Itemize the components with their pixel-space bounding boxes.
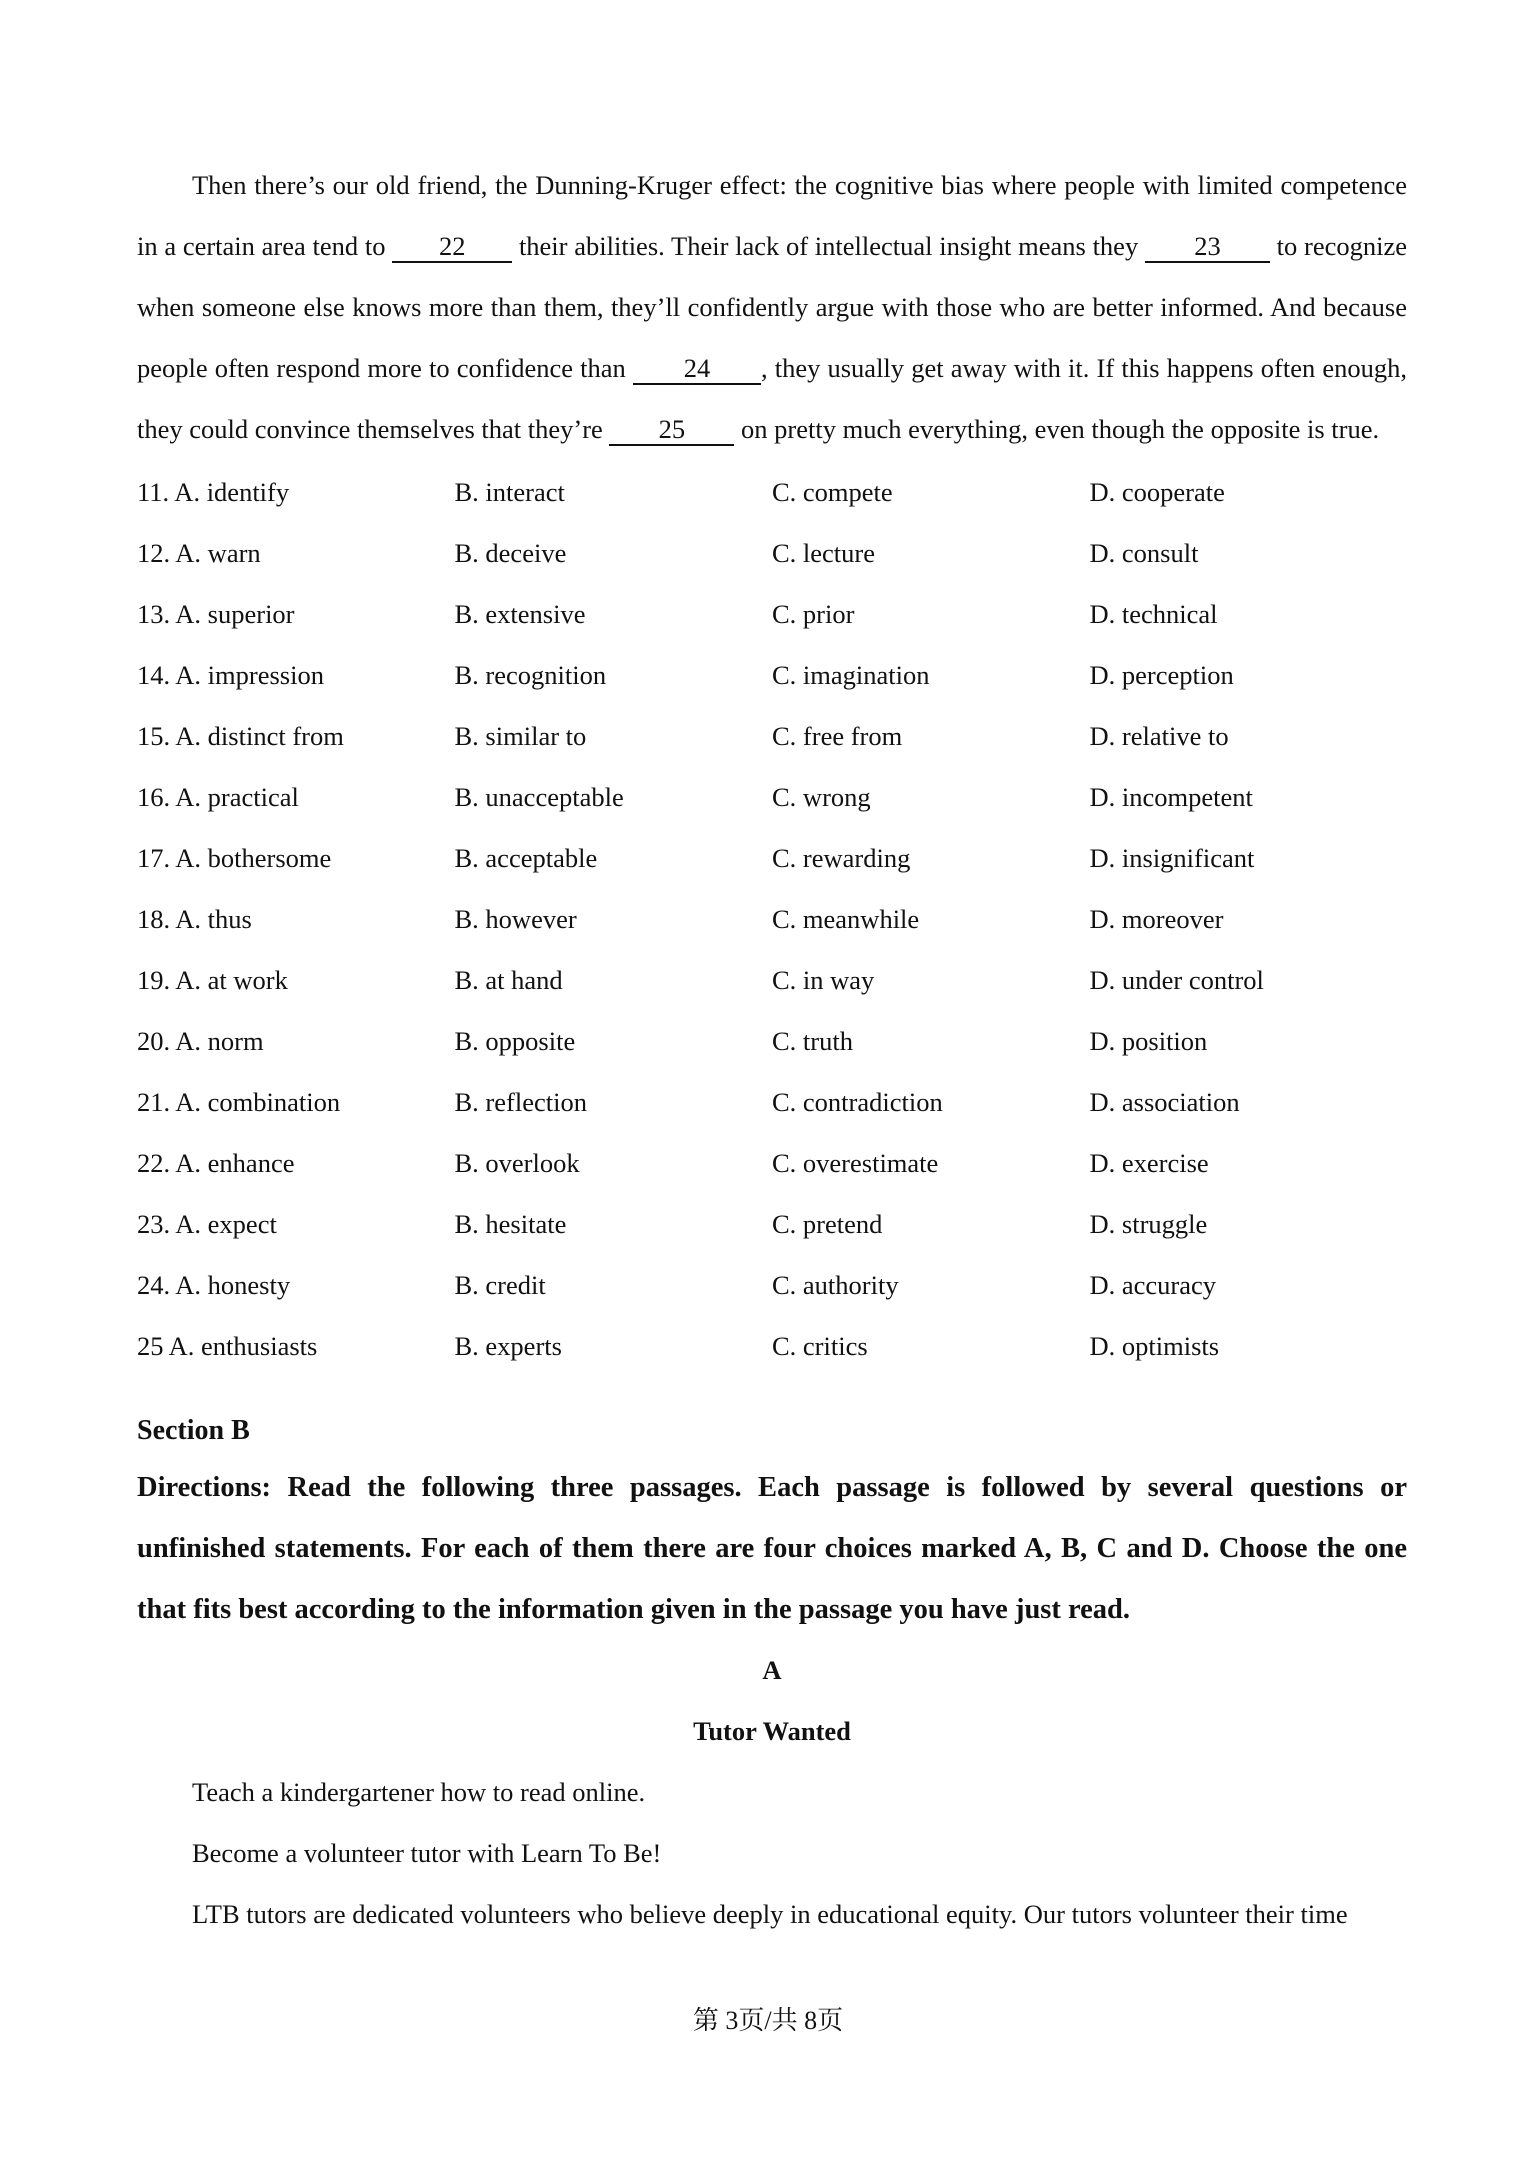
option-c: C. in way <box>772 965 875 995</box>
option-c: C. pretend <box>772 1209 883 1239</box>
exam-page <box>137 155 1407 1945</box>
option-row-19 <box>137 950 1407 1011</box>
option-d: D. optimists <box>1089 1331 1220 1361</box>
option-d: D. consult <box>1089 538 1199 568</box>
option-b: B. reflection <box>454 1087 587 1117</box>
blank-25: 25 <box>609 414 734 446</box>
cloze-passage <box>137 155 1407 460</box>
option-b: B. opposite <box>454 1026 576 1056</box>
option-a: 18. A. thus <box>137 904 252 934</box>
option-row-24 <box>137 1255 1407 1316</box>
option-row-11 <box>137 462 1407 523</box>
option-b: B. deceive <box>454 538 567 568</box>
option-d: D. struggle <box>1089 1209 1208 1239</box>
page-number-footer: 第 3页/共 8页 <box>692 2006 844 2035</box>
option-row-17 <box>137 828 1407 889</box>
option-c: C. free from <box>772 721 903 751</box>
option-row-20 <box>137 1011 1407 1072</box>
option-c: C. truth <box>772 1026 853 1056</box>
option-row-22 <box>137 1133 1407 1194</box>
option-a: 24. A. honesty <box>137 1270 291 1300</box>
passage-text-4: , they usually get away with it. If this happens often enough, they could convince themselves that they’re <box>137 353 1407 444</box>
option-c: C. imagination <box>772 660 930 690</box>
passage-title: Tutor Wanted <box>693 1716 851 1746</box>
option-d: D. insignificant <box>1089 843 1255 873</box>
section-title: Section B <box>137 1415 250 1446</box>
option-row-14 <box>137 645 1407 706</box>
option-c: C. overestimate <box>772 1148 939 1178</box>
option-a: 23. A. expect <box>137 1209 277 1239</box>
option-row-18 <box>137 889 1407 950</box>
option-a: 19. A. at work <box>137 965 288 995</box>
option-a: 12. A. warn <box>137 538 261 568</box>
option-d: D. moreover <box>1089 904 1224 934</box>
passage-line: Teach a kindergartener how to read online. <box>192 1777 646 1807</box>
option-row-12 <box>137 523 1407 584</box>
option-a: 16. A. practical <box>137 782 299 812</box>
option-c: C. contradiction <box>772 1087 943 1117</box>
blank-24: 24 <box>633 353 761 385</box>
option-d: D. association <box>1089 1087 1240 1117</box>
option-c: C. rewarding <box>772 843 911 873</box>
option-c: C. authority <box>772 1270 899 1300</box>
option-b: B. extensive <box>454 599 586 629</box>
option-d: D. perception <box>1089 660 1234 690</box>
passage-text-3: to recognize when someone else knows more than them, they’ll confidently argue with those who are better informed. And because people often respond more to confidence than <box>137 231 1408 383</box>
option-a: 11. A. identify <box>137 477 290 507</box>
option-a: 17. A. bothersome <box>137 843 332 873</box>
option-b: B. unacceptable <box>454 782 624 812</box>
option-d: D. exercise <box>1089 1148 1209 1178</box>
option-row-21 <box>137 1072 1407 1133</box>
blank-22: 22 <box>392 231 512 263</box>
option-c: C. compete <box>772 477 893 507</box>
option-b: B. similar to <box>454 721 587 751</box>
section-directions: Directions: Read the following three passages. Each passage is followed by several questions or unfinished statements. For each of them there are four choices marked A, B, C and D. Choose the one that fits best according to the information given in the passage you have just read. <box>137 1472 1407 1625</box>
option-b: B. hesitate <box>454 1209 567 1239</box>
option-row-25 <box>137 1316 1407 1377</box>
option-d: D. incompetent <box>1089 782 1253 812</box>
option-d: D. technical <box>1089 599 1218 629</box>
option-d: D. accuracy <box>1089 1270 1217 1300</box>
option-a: 15. A. distinct from <box>137 721 344 751</box>
option-a: 13. A. superior <box>137 599 295 629</box>
passage-line: LTB tutors are dedicated volunteers who believe deeply in educational equity. Our tutors volunteer their time <box>192 1899 1348 1929</box>
option-b: B. credit <box>454 1270 546 1300</box>
option-a: 25 A. enthusiasts <box>137 1331 318 1361</box>
option-row-16 <box>137 767 1407 828</box>
option-b: B. experts <box>454 1331 562 1361</box>
option-c: C. wrong <box>772 782 871 812</box>
option-b: B. at hand <box>454 965 563 995</box>
passage-line: Become a volunteer tutor with Learn To Be! <box>192 1838 662 1868</box>
option-d: D. relative to <box>1089 721 1229 751</box>
option-d: D. cooperate <box>1089 477 1225 507</box>
passage-text-1: Then there’s our old friend, the Dunning-Kruger effect: the cognitive bias where people with limited competence in a certain area tend to <box>137 170 1407 261</box>
option-b: B. interact <box>454 477 565 507</box>
option-a: 14. A. impression <box>137 660 324 690</box>
passage-letter: A <box>762 1655 782 1685</box>
option-c: C. lecture <box>772 538 876 568</box>
blank-23: 23 <box>1145 231 1270 263</box>
option-d: D. under control <box>1089 965 1264 995</box>
option-row-13 <box>137 584 1407 645</box>
options-list <box>137 462 1407 1377</box>
option-b: B. overlook <box>454 1148 580 1178</box>
option-b: B. recognition <box>454 660 607 690</box>
option-b: B. however <box>454 904 577 934</box>
option-c: C. prior <box>772 599 855 629</box>
option-c: C. meanwhile <box>772 904 920 934</box>
option-a: 22. A. enhance <box>137 1148 295 1178</box>
option-c: C. critics <box>772 1331 868 1361</box>
option-a: 21. A. combination <box>137 1087 341 1117</box>
passage-text-2: their abilities. Their lack of intellectual insight means they <box>518 231 1139 261</box>
option-row-23 <box>137 1194 1407 1255</box>
option-a: 20. A. norm <box>137 1026 264 1056</box>
option-row-15 <box>137 706 1407 767</box>
option-b: B. acceptable <box>454 843 598 873</box>
passage-text-5: on pretty much everything, even though the opposite is true. <box>741 414 1380 444</box>
option-d: D. position <box>1089 1026 1208 1056</box>
